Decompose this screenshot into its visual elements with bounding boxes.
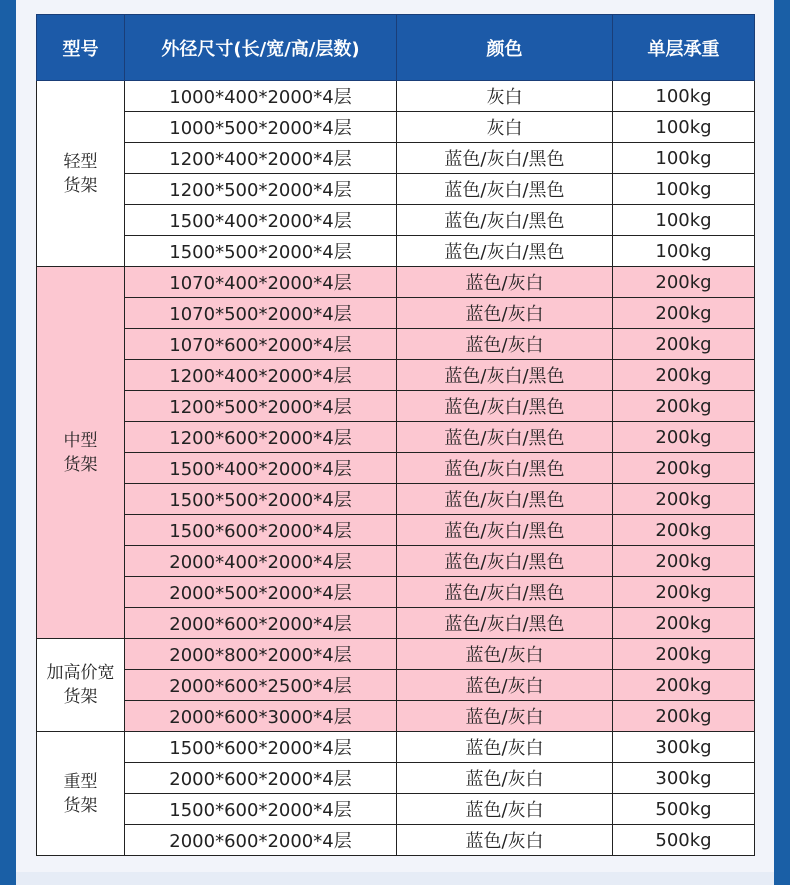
table-row [37, 701, 755, 732]
group-type-cell [37, 81, 125, 267]
cell-load: 200kg [613, 298, 755, 329]
cell-size: 1070*500*2000*4层 [125, 298, 397, 329]
cell-size: 1500*600*2000*4层 [125, 794, 397, 825]
cell-load: 200kg [613, 577, 755, 608]
cell-load: 200kg [613, 391, 755, 422]
group-type-line2: 货架 [63, 454, 98, 475]
cell-load: 200kg [613, 546, 755, 577]
cell-load: 100kg [613, 236, 755, 267]
cell-color: 蓝色/灰白/黑色 [397, 608, 613, 639]
table-row [37, 422, 755, 453]
cell-color: 蓝色/灰白/黑色 [397, 236, 613, 267]
table-row [37, 670, 755, 701]
cell-color: 蓝色/灰白/黑色 [397, 422, 613, 453]
cell-color: 蓝色/灰白/黑色 [397, 360, 613, 391]
group-type-line1: 中型 [63, 430, 98, 451]
cell-size: 1200*400*2000*4层 [125, 143, 397, 174]
cell-load: 200kg [613, 267, 755, 298]
cell-size: 1500*500*2000*4层 [125, 236, 397, 267]
cell-size: 2000*400*2000*4层 [125, 546, 397, 577]
cell-color: 蓝色/灰白/黑色 [397, 546, 613, 577]
cell-size: 1500*400*2000*4层 [125, 453, 397, 484]
cell-size: 2000*600*2000*4层 [125, 825, 397, 856]
cell-color: 蓝色/灰白 [397, 329, 613, 360]
cell-load: 200kg [613, 608, 755, 639]
shelf-spec-table [36, 14, 755, 856]
cell-color: 蓝色/灰白/黑色 [397, 391, 613, 422]
cell-color: 蓝色/灰白/黑色 [397, 205, 613, 236]
cell-load: 100kg [613, 205, 755, 236]
header-color: 颜色 [397, 15, 613, 81]
table-row [37, 205, 755, 236]
cell-size: 1000*500*2000*4层 [125, 112, 397, 143]
cell-size: 2000*600*2000*4层 [125, 608, 397, 639]
cell-color: 灰白 [397, 81, 613, 112]
table-row [37, 267, 755, 298]
cell-load: 200kg [613, 422, 755, 453]
cell-load: 200kg [613, 701, 755, 732]
header-type: 型号 [37, 15, 125, 81]
cell-load: 300kg [613, 732, 755, 763]
table-row [37, 825, 755, 856]
cell-color: 蓝色/灰白/黑色 [397, 143, 613, 174]
cell-size: 1200*400*2000*4层 [125, 360, 397, 391]
cell-load: 200kg [613, 360, 755, 391]
cell-size: 2000*500*2000*4层 [125, 577, 397, 608]
cell-load: 200kg [613, 670, 755, 701]
cell-color: 灰白 [397, 112, 613, 143]
group-type-line2: 货架 [63, 175, 98, 196]
table-row [37, 639, 755, 670]
cell-color: 蓝色/灰白 [397, 732, 613, 763]
cell-color: 蓝色/灰白 [397, 794, 613, 825]
cell-size: 1500*500*2000*4层 [125, 484, 397, 515]
cell-color: 蓝色/灰白 [397, 825, 613, 856]
table-row [37, 360, 755, 391]
bottom-strip [16, 872, 774, 885]
cell-load: 200kg [613, 329, 755, 360]
cell-size: 2000*800*2000*4层 [125, 639, 397, 670]
table-row [37, 453, 755, 484]
header-load: 单层承重 [613, 15, 755, 81]
cell-load: 500kg [613, 794, 755, 825]
cell-size: 1500*600*2000*4层 [125, 515, 397, 546]
table-row [37, 732, 755, 763]
cell-load: 100kg [613, 174, 755, 205]
cell-load: 100kg [613, 81, 755, 112]
cell-load: 300kg [613, 763, 755, 794]
cell-color: 蓝色/灰白 [397, 639, 613, 670]
cell-color: 蓝色/灰白 [397, 701, 613, 732]
cell-size: 2000*600*3000*4层 [125, 701, 397, 732]
cell-color: 蓝色/灰白 [397, 267, 613, 298]
header-row [37, 15, 755, 81]
cell-size: 1200*500*2000*4层 [125, 391, 397, 422]
group-type-cell [37, 639, 125, 732]
cell-load: 100kg [613, 143, 755, 174]
cell-size: 1200*500*2000*4层 [125, 174, 397, 205]
cell-color: 蓝色/灰白/黑色 [397, 577, 613, 608]
cell-load: 500kg [613, 825, 755, 856]
cell-size: 2000*600*2000*4层 [125, 763, 397, 794]
cell-size: 1000*400*2000*4层 [125, 81, 397, 112]
cell-color: 蓝色/灰白/黑色 [397, 515, 613, 546]
table-body [37, 81, 755, 856]
table-row [37, 391, 755, 422]
table-row [37, 515, 755, 546]
cell-color: 蓝色/灰白/黑色 [397, 484, 613, 515]
group-type-line2: 货架 [63, 795, 98, 816]
cell-size: 1070*400*2000*4层 [125, 267, 397, 298]
cell-color: 蓝色/灰白 [397, 763, 613, 794]
cell-size: 1070*600*2000*4层 [125, 329, 397, 360]
cell-size: 1500*400*2000*4层 [125, 205, 397, 236]
table-row [37, 577, 755, 608]
cell-size: 1500*600*2000*4层 [125, 732, 397, 763]
header-size: 外径尺寸(长/宽/高/层数) [125, 15, 397, 81]
table-row [37, 236, 755, 267]
cell-color: 蓝色/灰白 [397, 298, 613, 329]
table-row [37, 794, 755, 825]
table-row [37, 763, 755, 794]
table-row [37, 143, 755, 174]
cell-size: 2000*600*2500*4层 [125, 670, 397, 701]
cell-color: 蓝色/灰白 [397, 670, 613, 701]
table-row [37, 298, 755, 329]
cell-load: 100kg [613, 112, 755, 143]
table-row [37, 112, 755, 143]
group-type-line1: 轻型 [63, 151, 98, 172]
group-type-cell [37, 732, 125, 856]
cell-color: 蓝色/灰白/黑色 [397, 453, 613, 484]
group-type-line1: 重型 [63, 771, 98, 792]
table-row [37, 608, 755, 639]
group-type-line2: 货架 [63, 687, 98, 707]
table-row [37, 484, 755, 515]
cell-load: 200kg [613, 453, 755, 484]
table-row [37, 546, 755, 577]
table-row [37, 329, 755, 360]
cell-size: 1200*600*2000*4层 [125, 422, 397, 453]
table-row [37, 174, 755, 205]
cell-load: 200kg [613, 639, 755, 670]
cell-load: 200kg [613, 484, 755, 515]
group-type-cell [37, 267, 125, 639]
group-type-line1: 加高价宽 [46, 663, 115, 683]
cell-load: 200kg [613, 515, 755, 546]
cell-color: 蓝色/灰白/黑色 [397, 174, 613, 205]
table-row [37, 81, 755, 112]
